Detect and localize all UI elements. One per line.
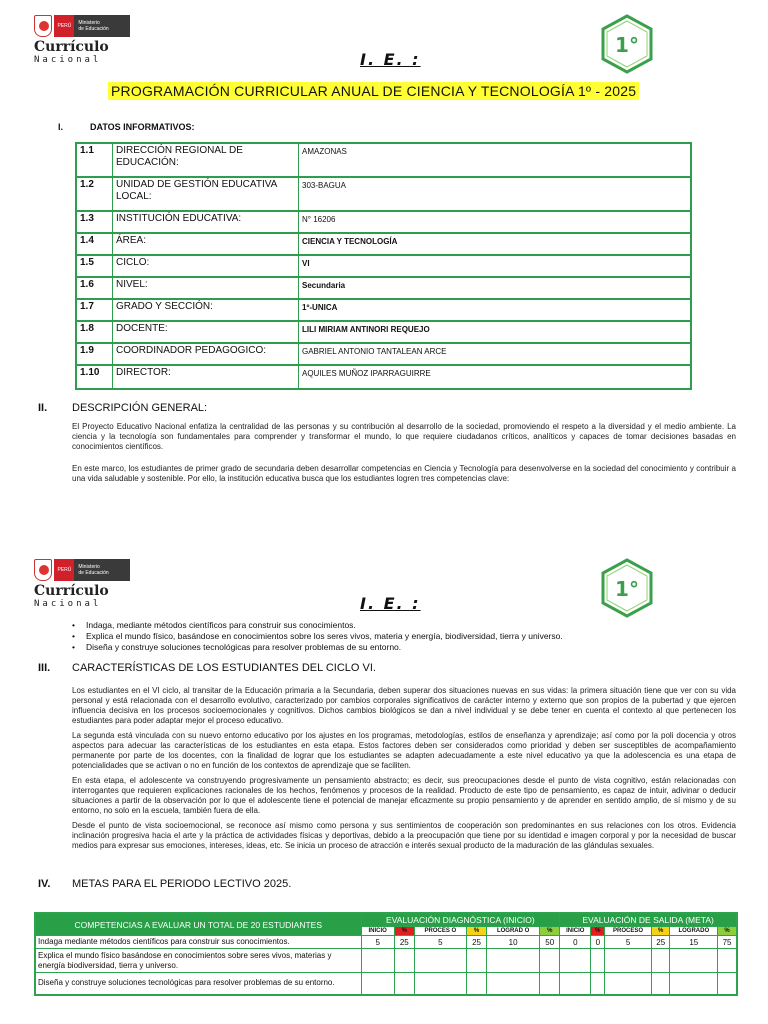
row-label: INSTITUCIÓN EDUCATIVA: (113, 212, 299, 232)
cell-value: 75 (718, 936, 737, 949)
cell-value (467, 949, 487, 973)
row-label: COORDINADOR PEDAGOGICO: (113, 344, 299, 364)
table-row (77, 212, 690, 234)
competencies-list (72, 620, 563, 653)
section-iii-num: III. (38, 662, 51, 674)
list-item-text: Diseña y construye soluciones tecnológicas para resolver problemas de su entorno. (86, 642, 402, 652)
table-header-row (35, 913, 737, 927)
cell-value (467, 973, 487, 995)
row-number: 1.1 (77, 144, 113, 176)
table-row (77, 366, 690, 388)
row-value: AMAZONAS (302, 147, 347, 156)
cell-value (591, 949, 605, 973)
competencies-goals-table (34, 912, 738, 996)
header-competencias: COMPETENCIAS A EVALUAR UN TOTAL DE 20 ESTUDIANTES (35, 913, 361, 936)
cell-value: 0 (560, 936, 591, 949)
table-row (77, 178, 690, 212)
page2-header (0, 552, 768, 622)
curriculo-text: Currículo (34, 39, 109, 55)
cell-value (394, 949, 414, 973)
table-row (77, 144, 690, 178)
row-label: NIVEL: (113, 278, 299, 298)
list-item: • Diseña y construye soluciones tecnológicas para resolver problemas de su entorno. (72, 642, 402, 652)
cell-value (591, 973, 605, 995)
row-label: ÁREA: (113, 234, 299, 254)
ministerio-tag (74, 15, 130, 37)
cell-value (651, 973, 670, 995)
page1-header (0, 8, 768, 78)
row-label: DIRECTOR: (113, 366, 299, 388)
grade-badge-text: 1° (615, 33, 639, 57)
header-salida: EVALUACIÓN DE SALIDA (META) (560, 913, 737, 927)
sub-percent: % (540, 927, 560, 936)
section-ii-title: DESCRIPCIÓN GENERAL: (72, 402, 208, 414)
curriculo-text: Currículo (34, 583, 109, 599)
competency-name: Diseña y construye soluciones tecnológicas para resolver problemas de su entorno. (35, 973, 361, 995)
sub-percent: % (651, 927, 670, 936)
description-paragraph-2: En este marco, los estudiantes de primer grado de secundaria deben desarrollar competencias en Ciencia y Tecnología para desenvolverse en la sociedad del conocimiento y contribuir a una vida saludable y sostenible. Por ello, la institución educativa busca que los estudiantes logren tres competencias clave: (72, 464, 736, 483)
ie-title: I. E. : (360, 594, 421, 613)
list-item-text: Indaga, mediante métodos científicos para construir sus conocimientos. (86, 620, 356, 630)
table-row (77, 256, 690, 278)
row-value: LILI MIRIAM ANTINORI REQUEJO (302, 325, 430, 334)
section-ii-heading (38, 402, 207, 414)
educacion-text: de Educación (78, 570, 109, 576)
row-number: 1.9 (77, 344, 113, 364)
row-label: GRADO Y SECCIÓN: (113, 300, 299, 320)
section-i-num: I. (58, 122, 64, 132)
cell-value (540, 949, 560, 973)
section-iii-title: CARACTERÍSTICAS DE LOS ESTUDIANTES DEL CICLO VI. (72, 662, 376, 674)
row-number: 1.7 (77, 300, 113, 320)
grade-badge-icon (598, 14, 656, 74)
row-number: 1.10 (77, 366, 113, 388)
table-row (77, 278, 690, 300)
row-value: 303-BAGUA (302, 181, 347, 190)
list-item: • Explica el mundo físico, basándose en conocimientos sobre los seres vivos, materia y energía, biodiversidad, tierra y universo. (72, 631, 563, 641)
table-row (77, 344, 690, 366)
row-value: AQUILES MUÑOZ IPARRAGUIRRE (302, 369, 431, 378)
cell-value: 5 (361, 936, 394, 949)
peru-tag: PERÚ (54, 15, 74, 37)
characteristics-paragraph-4: Desde el punto de vista socioemocional, se reconoce así mismo como persona y sus sentimientos de cooperación son predominantes en sus relaciones con los otros. Evidencia inclinación progresiva hacia el arte y la práctica de actividades físicas y deportivas, debido a la preocupación que tiene por su identidad e imagen corporal y por la necesidad de buscar medios para expresar sus emociones, intereses, ideas, etc. Se inicia un proceso de atracción e interés sexual producto de la maduración de las glándulas sexuales. (72, 821, 736, 850)
table-row (77, 234, 690, 256)
grade-badge-icon (598, 558, 656, 618)
sub-logrado: LOGRADO (670, 927, 718, 936)
section-ii-num: II. (38, 402, 48, 414)
row-number: 1.6 (77, 278, 113, 298)
header-diagnostica: EVALUACIÓN DIAGNÓSTICA (INICIO) (361, 913, 560, 927)
cell-value: 25 (651, 936, 670, 949)
section-iii-heading (38, 662, 376, 674)
table-row (35, 973, 737, 995)
list-item: • Indaga, mediante métodos científicos para construir sus conocimientos. (72, 620, 356, 630)
row-label: DOCENTE: (113, 322, 299, 342)
cell-value: 5 (605, 936, 652, 949)
sub-percent: % (591, 927, 605, 936)
curriculo-nacional-logo (34, 14, 130, 65)
peru-crest-icon (34, 15, 52, 37)
section-i-title: DATOS INFORMATIVOS: (90, 122, 195, 132)
datos-table (75, 142, 692, 390)
row-number: 1.5 (77, 256, 113, 276)
characteristics-paragraph-3: En esta etapa, el adolescente va construyendo progresivamente un pensamiento abstracto; es decir, sus preocupaciones desde el punto de vista cognitivo, están relacionadas con interrogantes que requieren explicaciones racionales de los hechos, fenómenos y procesos de la realidad. Producto de este tipo de pensamiento, es capaz de intuir, adivinar o deducir situaciones a partir de la observación por lo que el adolescente tiene el potencial de manejar eficazmente su propio pensamiento y de aprender en sentido amplio, de sí mismo y de su entorno, no solo en la escuela, también fuera de ella. (72, 776, 736, 815)
ministerio-text: Ministerio (78, 564, 100, 570)
cell-value (414, 949, 466, 973)
row-label: UNIDAD DE GESTIÓN EDUCATIVA LOCAL: (113, 178, 299, 210)
table-row (35, 936, 737, 949)
sub-logrado: LOGRAD O (486, 927, 539, 936)
cell-value (560, 949, 591, 973)
row-number: 1.3 (77, 212, 113, 232)
program-title: PROGRAMACIÓN CURRICULAR ANUAL DE CIENCIA Y TECNOLOGÍA 1º - 2025 (108, 82, 639, 100)
section-iv-heading (38, 878, 291, 890)
cell-value (718, 973, 737, 995)
cell-value (540, 973, 560, 995)
row-value: 1º-UNICA (302, 303, 338, 312)
ministerio-text: Ministerio (78, 20, 100, 26)
cell-value (605, 949, 652, 973)
cell-value: 50 (540, 936, 560, 949)
cell-value: 25 (467, 936, 487, 949)
cell-value: 10 (486, 936, 539, 949)
row-number: 1.4 (77, 234, 113, 254)
row-value: N° 16206 (302, 215, 336, 224)
row-label: CICLO: (113, 256, 299, 276)
row-number: 1.8 (77, 322, 113, 342)
nacional-text: Nacional (34, 599, 102, 609)
sub-percent: % (467, 927, 487, 936)
cell-value (486, 973, 539, 995)
cell-value: 15 (670, 936, 718, 949)
section-iv-title: METAS PARA EL PERIODO LECTIVO 2025. (72, 878, 292, 890)
cell-value (670, 973, 718, 995)
sub-percent: % (718, 927, 737, 936)
cell-value: 25 (394, 936, 414, 949)
peru-crest-icon (34, 559, 52, 581)
cell-value: 0 (591, 936, 605, 949)
sub-proceso: PROCESO (605, 927, 652, 936)
section-iv-num: IV. (38, 878, 51, 890)
sub-inicio: INICIO (361, 927, 394, 936)
row-number: 1.2 (77, 178, 113, 210)
characteristics-paragraph-1: Los estudiantes en el VI ciclo, al transitar de la Educación primaria a la Secundaria, deben superar dos situaciones nuevas en sus vidas: la primera situación tiene que ver con su vida personal y está relacionada con el desarrollo evolutivo, caracterizado por cambios corporales significativos de carácter interno y externo que son propios de la pubertad y que ejercen influencia decisiva en los procesos socioemocionales y cognitivos. Dichos cambios biológicos se dan a nivel individual y se debe tener en cuenta el contexto al que pertenecen los estudiantes para poder adaptar mejor el proceso educativo. (72, 686, 736, 725)
competency-name: Explica el mundo físico basándose en conocimientos sobre seres vivos, materias y energía biodiversidad, tierra y universo. (35, 949, 361, 973)
cell-value (605, 973, 652, 995)
cell-value (670, 949, 718, 973)
table-row (77, 322, 690, 344)
sub-percent: % (394, 927, 414, 936)
row-label: DIRECCIÓN REGIONAL DE EDUCACIÓN: (113, 144, 299, 176)
characteristics-paragraph-2: La segunda está vinculada con su nuevo entorno educativo por los ajustes en los programas, metodologías, estilos de enseñanza y aprendizaje; así como por la poli docencia y otros aspectos para adecuar las características de los estudiantes en esta etapa. Estos factores deben ser considerados como prioridad y deben ser susceptibles de acompañamiento permanente por parte de los docentes, con la finalidad de lograr que los estudiantes se adapten adecuadamente a este nivel educativo ya que la adolescencia es una etapa de potencialidades que se activan o no en función de los contextos de aprendizaje que se faciliten. (72, 731, 736, 770)
cell-value (394, 973, 414, 995)
cell-value (361, 949, 394, 973)
educacion-text: de Educación (78, 26, 109, 32)
cell-value (361, 973, 394, 995)
row-value: VI (302, 259, 310, 268)
nacional-text: Nacional (34, 55, 102, 65)
peru-tag: PERÚ (54, 559, 74, 581)
section-i-heading (58, 122, 195, 132)
list-item-text: Explica el mundo físico, basándose en conocimientos sobre los seres vivos, materia y energía, biodiversidad, tierra y universo. (86, 631, 563, 641)
cell-value (414, 973, 466, 995)
cell-value (560, 973, 591, 995)
ministerio-tag (74, 559, 130, 581)
row-value: CIENCIA Y TECNOLOGÍA (302, 237, 398, 246)
cell-value: 5 (414, 936, 466, 949)
row-value: GABRIEL ANTONIO TANTALEAN ARCE (302, 347, 447, 356)
description-paragraph-1: El Proyecto Educativo Nacional enfatiza la centralidad de las personas y su contribución al desarrollo de la sociedad, promoviendo el respeto a la diversidad y el medio ambiente. La ciencia y la tecnología son fundamentales para comprender y transformar el mundo, lo que requiere ciudadanos críticos, analíticos y capaces de tomar decisiones basadas en conocimientos científicos. (72, 422, 736, 451)
grade-badge-text: 1° (615, 577, 639, 601)
cell-value (718, 949, 737, 973)
competency-name: Indaga mediante métodos científicos para construir sus conocimientos. (35, 936, 361, 949)
sub-proceso: PROCES O (414, 927, 466, 936)
table-row (77, 300, 690, 322)
row-value: Secundaria (302, 281, 346, 290)
sub-inicio: INICIO (560, 927, 591, 936)
cell-value (651, 949, 670, 973)
ie-title: I. E. : (360, 50, 421, 69)
table-row (35, 949, 737, 973)
curriculo-nacional-logo (34, 558, 130, 609)
cell-value (486, 949, 539, 973)
